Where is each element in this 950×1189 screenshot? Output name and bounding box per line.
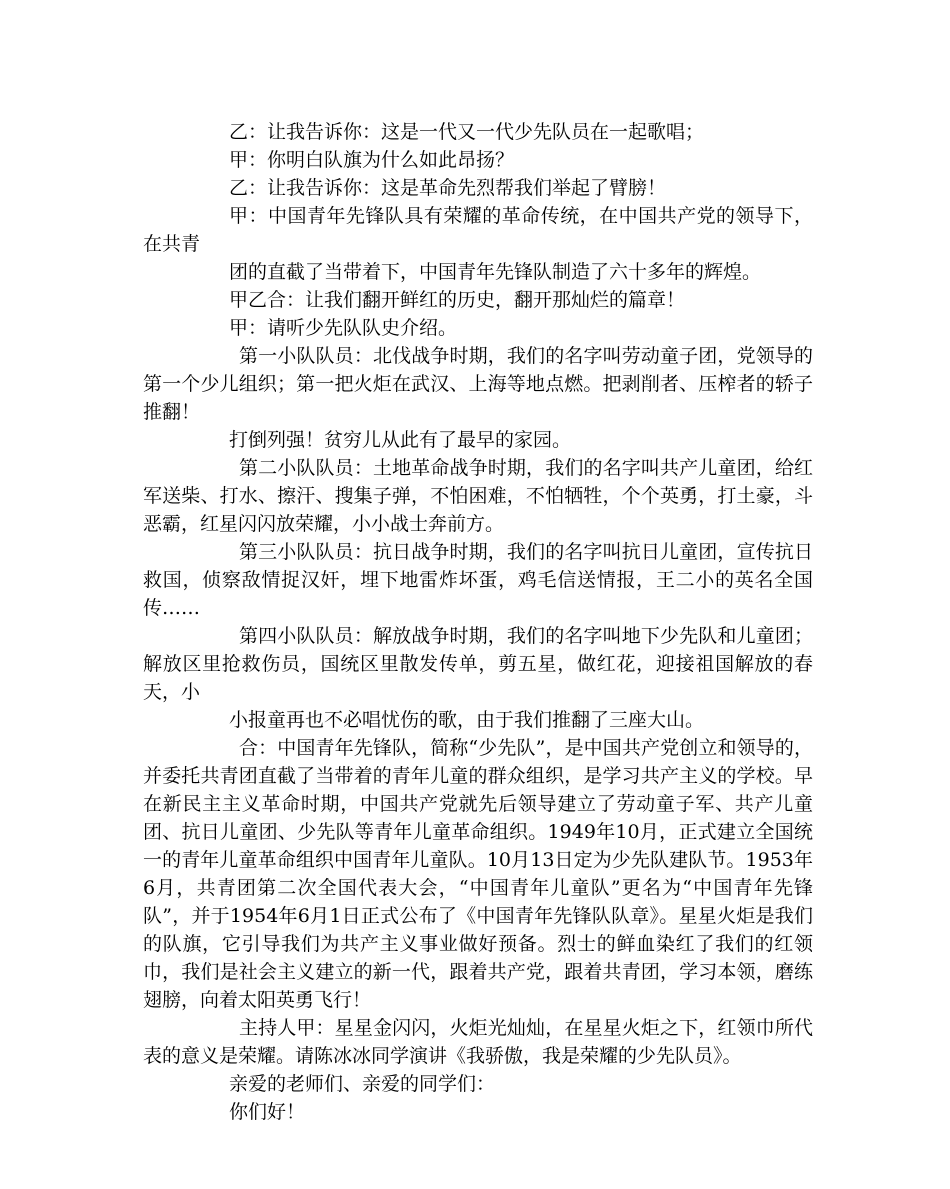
paragraph-4: 甲：中国青年先锋队具有荣耀的革命传统，在中国共产党的领导下，在共青 [143,205,813,255]
paragraph-14: 合：中国青年先锋队，简称“少先队”，是中国共产党创立和领导的，并委托共青团直截了当带着的青年儿童的群众组织，是学习共产主义的学校。早在新民主主义革命时期，中国共产党就先后领导建立了劳动童子军、共产儿童团、抗日儿童团、少先队等青年儿童革命组织。1949年10月，正式建立全国统一的青年儿童革命组织中国青年儿童队。10月13日定为少先队建队节。1953年6月，共青团第二次全国代表大会，“中国青年儿童队”更名为“中国青年先锋队”，并于1954年6月1日正式公布了《中国青年先锋队队章》。星星火炬是我们的队旗，它引导我们为共产主义事业做好预备。烈士的鲜血染红了我们的红领巾，我们是社会主义建立的新一代，跟着共产党，跟着共青团，学习本领，磨练翅膀，向着太阳英勇飞行！ [143,737,813,1011]
paragraph-3: 乙：让我告诉你：这是革命先烈帮我们举起了臂膀！ [229,177,667,199]
paragraph-9: 打倒列强！贫穷儿从此有了最早的家园。 [229,429,572,451]
paragraph-17: 你们好！ [229,1101,306,1123]
paragraph-2: 甲：你明白队旗为什么如此昂扬？ [229,149,515,171]
paragraph-15: 主持人甲：星星金闪闪，火炬光灿灿，在星星火炬之下，红领巾所代表的意义是荣耀。请陈冰冰同学演讲《我骄傲，我是荣耀的少先队员》。 [143,1017,813,1067]
paragraph-16: 亲爱的老师们、亲爱的同学们： [229,1073,496,1095]
paragraph-7: 甲：请听少先队队史介绍。 [229,317,458,339]
paragraph-6: 甲乙合：让我们翻开鲜红的历史，翻开那灿烂的篇章！ [229,289,686,311]
document-body [143,118,813,1126]
paragraph-5: 团的直截了当带着下，中国青年先锋队制造了六十多年的辉煌。 [229,261,762,283]
paragraph-11: 第三小队队员：抗日战争时期，我们的名字叫抗日儿童团，宣传抗日救国，侦察敌情捉汉奸，埋下地雷炸坏蛋，鸡毛信送情报，王二小的英名全国传…… [143,541,813,619]
paragraph-13: 小报童再也不必唱忧伤的歌，由于我们推翻了三座大山。 [229,709,705,731]
paragraph-1: 乙：让我告诉你：这是一代又一代少先队员在一起歌唱； [229,121,705,143]
paragraph-10: 第二小队队员：土地革命战争时期，我们的名字叫共产儿童团，给红军送柴、打水、擦汗、搜集子弹，不怕困难，不怕牺牲，个个英勇，打土豪，斗恶霸，红星闪闪放荣耀，小小战士奔前方。 [143,457,813,535]
paragraph-8: 第一小队队员：北伐战争时期，我们的名字叫劳动童子团，党领导的第一个少儿组织；第一把火炬在武汉、上海等地点燃。把剥削者、压榨者的轿子推翻！ [143,345,813,423]
paragraph-12: 第四小队队员：解放战争时期，我们的名字叫地下少先队和儿童团；解放区里抢救伤员，国统区里散发传单，剪五星，做红花，迎接祖国解放的春天，小 [143,625,813,703]
